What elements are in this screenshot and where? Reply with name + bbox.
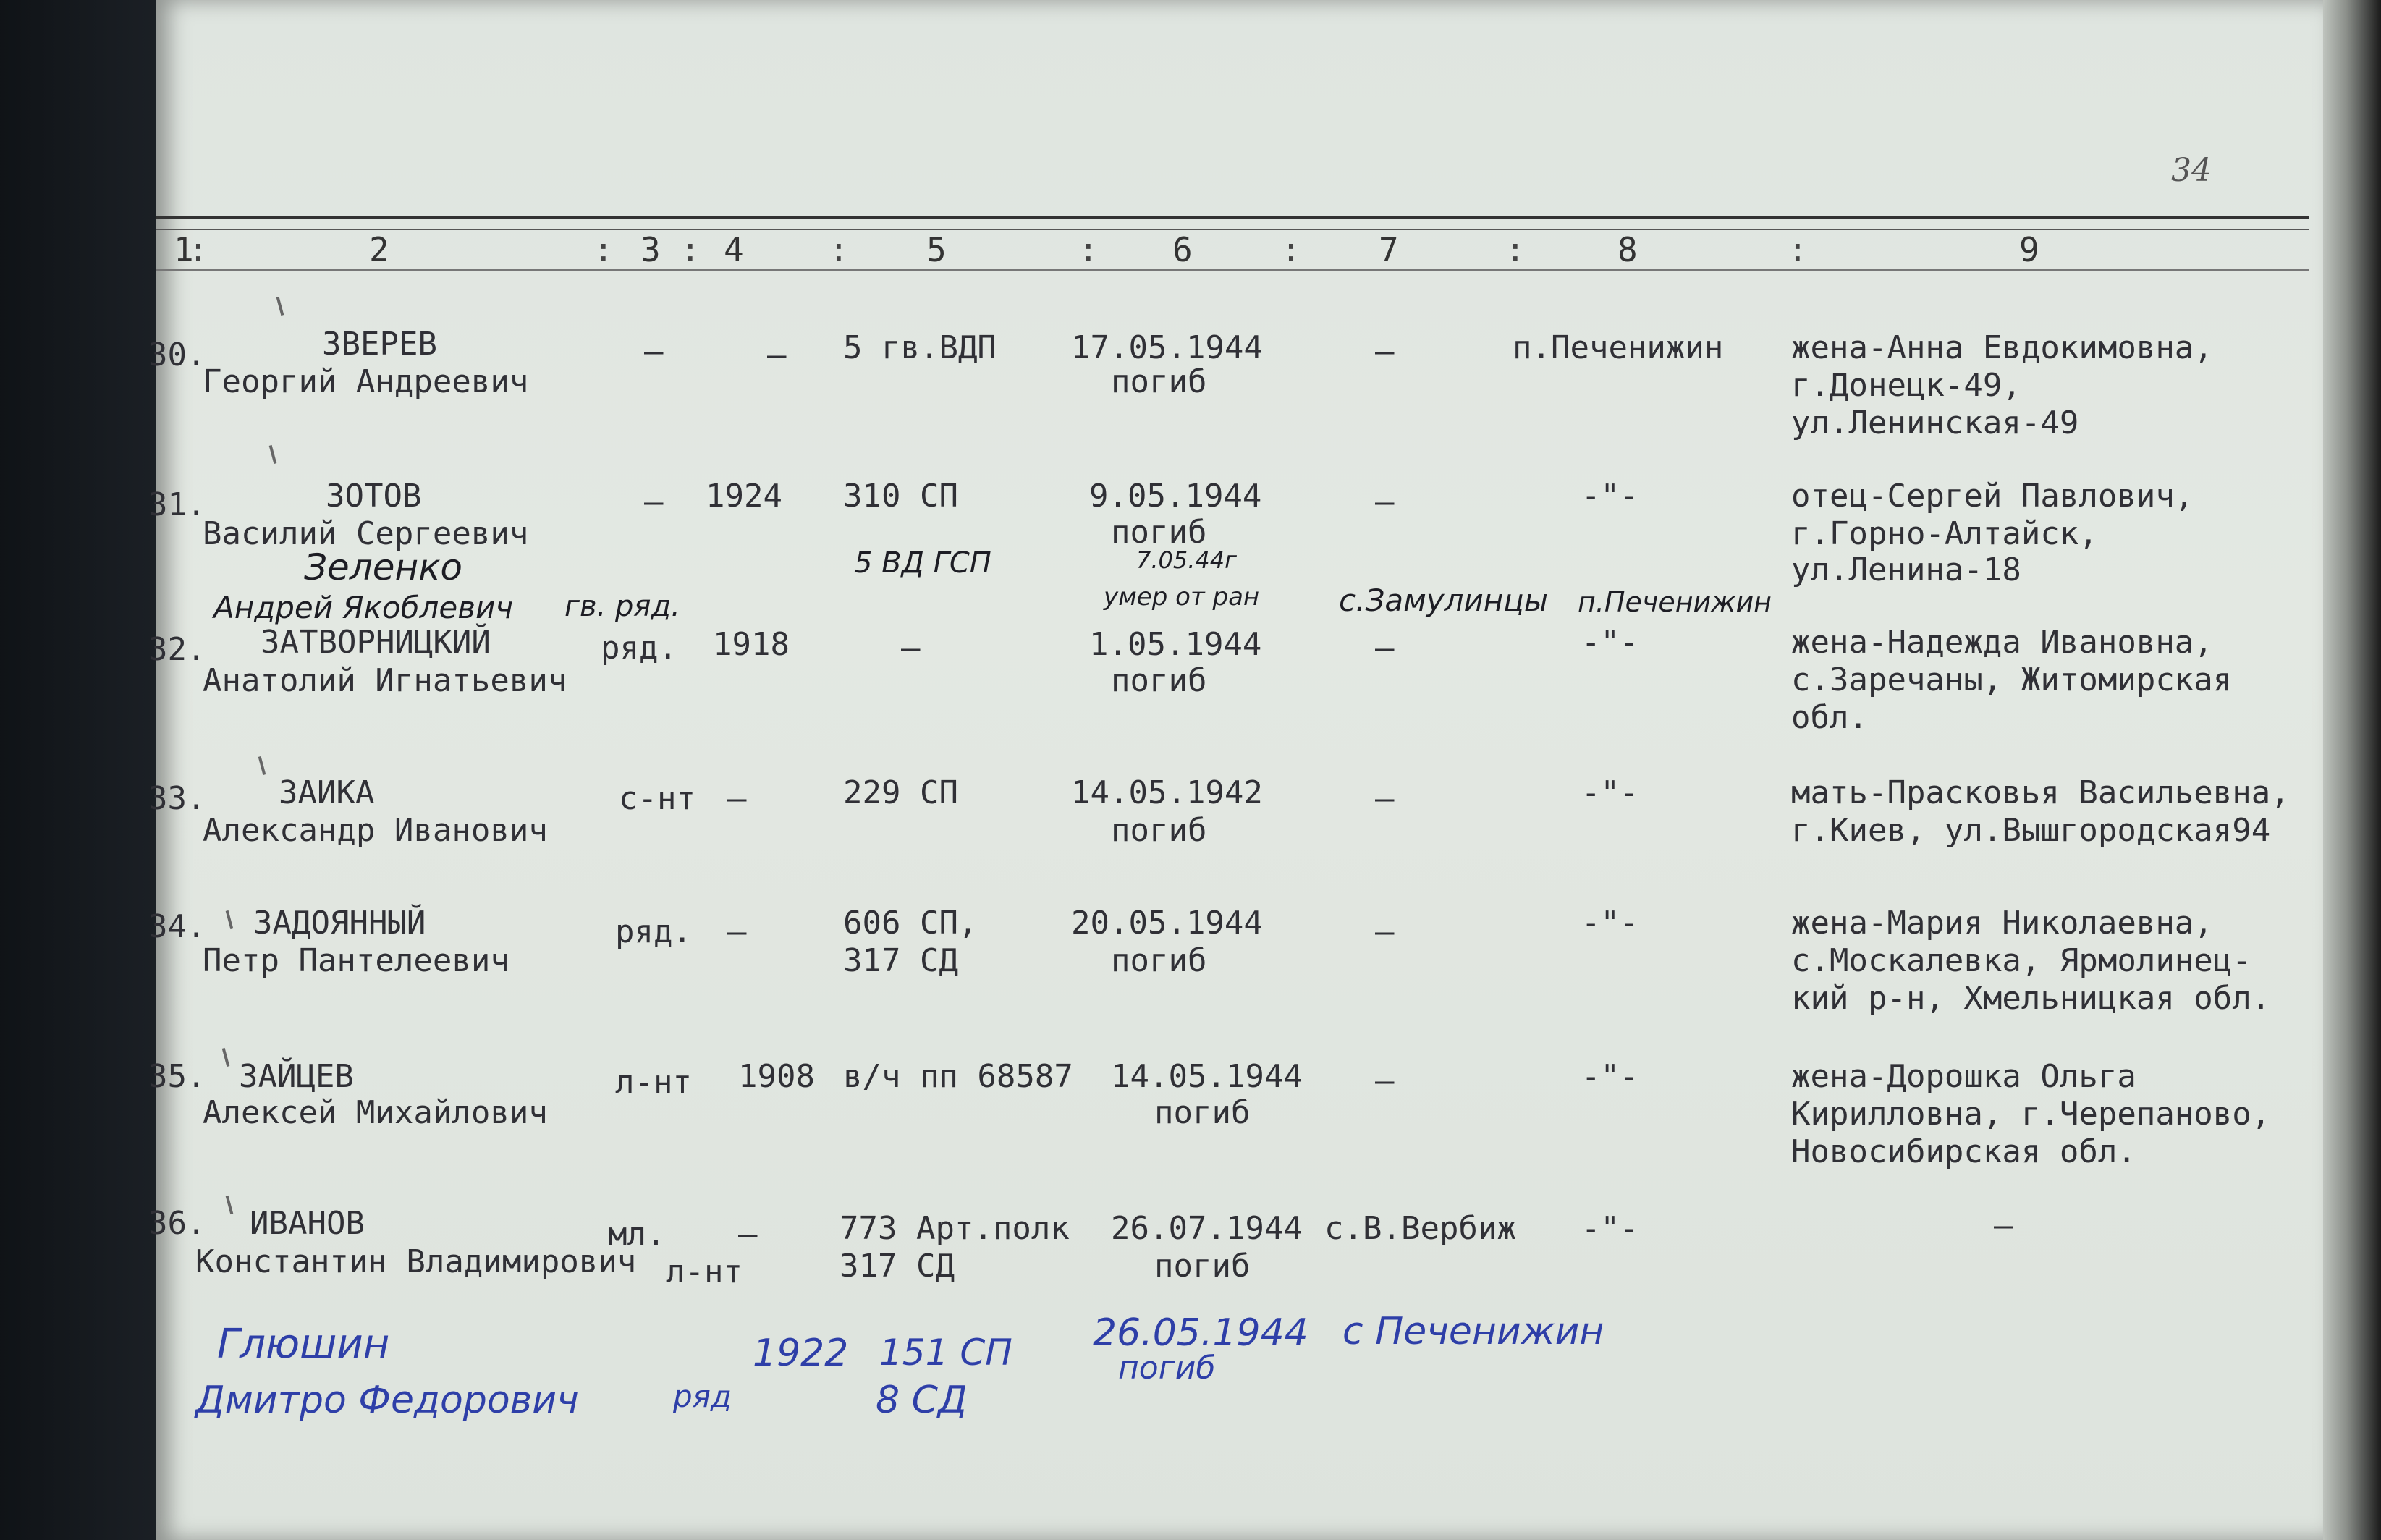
- col-num-3: 3: [640, 230, 661, 269]
- surname: ЗАИКА: [279, 774, 375, 811]
- folio-number: 34: [2171, 152, 2212, 189]
- relatives-line: жена-Дорошка Ольга: [1791, 1058, 2136, 1095]
- relatives-line: жена-Мария Николаевна,: [1791, 905, 2213, 942]
- date: 17.05.1944: [1071, 329, 1263, 366]
- hw-date: 26.05.1944: [1093, 1311, 1308, 1355]
- date: 14.05.1944: [1111, 1058, 1303, 1095]
- place-col7: –: [1375, 1062, 1395, 1099]
- relatives-line: жена-Анна Евдокимовна,: [1791, 329, 2213, 366]
- hw-given-names: Дмитро Федорович: [195, 1379, 579, 1422]
- relatives-line: Новосибирская обл.: [1791, 1133, 2136, 1170]
- hw-place-col8: п.Печенижин: [1578, 586, 1772, 618]
- hw-surname: Глюшин: [217, 1321, 390, 1368]
- row-number: 35.: [148, 1058, 206, 1095]
- relatives-line: с.Заречаны, Житомирская: [1791, 661, 2233, 698]
- row-number: 33.: [148, 780, 206, 817]
- rank: –: [644, 483, 664, 520]
- row-number: 34.: [148, 908, 206, 945]
- place-col7: –: [1375, 333, 1395, 370]
- hw-fate: погиб: [1118, 1350, 1216, 1387]
- birth-year: –: [727, 780, 747, 817]
- unit: 310 СП: [843, 478, 958, 515]
- col-num-7: 7: [1379, 230, 1399, 269]
- fate: погиб: [1111, 363, 1207, 400]
- row-number: 32.: [148, 631, 206, 668]
- hw-place: с Печенижин: [1342, 1310, 1604, 1353]
- col-num-4: 4: [724, 230, 744, 269]
- date: 14.05.1942: [1071, 774, 1263, 811]
- rank: с-нт: [619, 780, 695, 817]
- unit: 5 гв.ВДП: [843, 329, 997, 366]
- hw-fate: умер от ран: [1104, 583, 1260, 612]
- rank: ряд.: [615, 913, 692, 950]
- rank: л-нт: [615, 1064, 692, 1101]
- unit: 229 СП: [843, 774, 958, 811]
- col-num-2: 2: [369, 230, 389, 269]
- relatives-line: мать-Прасковья Васильевна,: [1791, 774, 2290, 811]
- birth-year: 1918: [713, 626, 790, 663]
- place-col8: -"-: [1581, 478, 1639, 515]
- birth-year: –: [738, 1216, 758, 1253]
- place-col8: п.Печенижин: [1513, 329, 1724, 366]
- fate: погиб: [1111, 662, 1207, 699]
- surname: ЗВЕРЕВ: [322, 326, 437, 363]
- hw-unit: 5 ВД ГСП: [854, 546, 991, 580]
- hw-birth-year: 1922: [753, 1332, 849, 1375]
- rank: мл.: [608, 1216, 666, 1253]
- fate: погиб: [1111, 514, 1207, 551]
- unit: в/ч пп 68587: [843, 1058, 1073, 1095]
- hw-date: 7.05.44г: [1136, 546, 1237, 574]
- date: 9.05.1944: [1089, 478, 1262, 515]
- given-names: Александр Иванович: [203, 812, 548, 849]
- header-rule-bottom: [156, 269, 2309, 271]
- surname: ЗАЙЦЕВ: [239, 1058, 354, 1095]
- relatives-line: отец-Сергей Павлович,: [1791, 478, 2194, 515]
- col-num-1: 1: [174, 230, 194, 269]
- place-col7: –: [1375, 913, 1395, 950]
- relatives-line: г.Донецк-49,: [1791, 367, 2021, 404]
- birth-year: –: [767, 337, 787, 373]
- hw-rank: ряд: [673, 1379, 732, 1414]
- col-num-5: 5: [926, 230, 947, 269]
- place-col7: с.В.Вербиж: [1324, 1210, 1516, 1247]
- fate: погиб: [1111, 812, 1207, 849]
- date: 1.05.1944: [1089, 626, 1262, 663]
- relatives-line: г.Горно-Алтайск,: [1791, 515, 2098, 552]
- hw-place-col7: с.Замулинцы: [1339, 583, 1548, 618]
- row-number: 31.: [148, 486, 206, 523]
- birth-year: 1908: [738, 1058, 815, 1095]
- col-num-8: 8: [1617, 230, 1638, 269]
- surname: ЗОТОВ: [326, 478, 422, 515]
- relatives-line: обл.: [1791, 699, 1868, 736]
- given-names: Василий Сергеевич: [203, 515, 529, 552]
- unit: 773 Арт.полк: [840, 1210, 1070, 1247]
- place-col7: –: [1375, 780, 1395, 817]
- place-col8: -"-: [1581, 905, 1639, 942]
- hw-surname: Зеленко: [304, 546, 463, 588]
- fate: погиб: [1154, 1094, 1251, 1131]
- unit: –: [901, 630, 921, 667]
- fate: погиб: [1111, 942, 1207, 979]
- document-page: [156, 0, 2323, 1540]
- relatives-line: жена-Надежда Ивановна,: [1791, 624, 2213, 661]
- hw-unit: 151 СП: [879, 1332, 1012, 1374]
- given-names: Алексей Михайлович: [203, 1094, 548, 1131]
- given-names: Георгий Андреевич: [203, 363, 529, 400]
- relatives-line: ул.Ленина-18: [1791, 551, 2021, 588]
- page-edge-right: [2323, 0, 2381, 1540]
- rank-line-2: л-нт: [666, 1253, 743, 1290]
- place-col8: -"-: [1581, 1210, 1639, 1247]
- date: 26.07.1944: [1111, 1210, 1303, 1247]
- place-col7: –: [1375, 630, 1395, 667]
- place-col8: -"-: [1581, 624, 1639, 661]
- relatives-line: –: [1994, 1207, 2013, 1244]
- relatives-line: кий р-н, Хмельницкая обл.: [1791, 980, 2271, 1017]
- hw-rank: гв. ряд.: [564, 590, 680, 623]
- hw-given-names: Андрей Якоблевич: [213, 590, 514, 625]
- unit-line-2: 317 СД: [840, 1248, 955, 1285]
- date: 20.05.1944: [1071, 905, 1263, 942]
- given-names: Константин Владимирович: [195, 1243, 637, 1280]
- col-num-9: 9: [2019, 230, 2039, 269]
- birth-year: 1924: [706, 478, 782, 515]
- surname: ЗАДОЯННЫЙ: [253, 905, 426, 942]
- hw-unit-line-2: 8 СД: [876, 1379, 968, 1422]
- relatives-line: ул.Ленинская-49: [1791, 405, 2079, 441]
- relatives-line: г.Киев, ул.Вышгородская94: [1791, 812, 2271, 849]
- given-names: Анатолий Игнатьевич: [203, 662, 567, 699]
- header-rule-top: [156, 216, 2309, 219]
- relatives-line: Кирилловна, г.Черепаново,: [1791, 1096, 2271, 1133]
- place-col8: -"-: [1581, 774, 1639, 811]
- unit: 606 СП,: [843, 905, 978, 942]
- header-rule-mid: [156, 229, 2309, 230]
- place-col7: –: [1375, 483, 1395, 520]
- birth-year: –: [727, 913, 747, 950]
- rank: ряд.: [601, 630, 677, 667]
- row-number: 36.: [148, 1205, 206, 1242]
- given-names: Петр Пантелеевич: [203, 942, 509, 979]
- col-num-6: 6: [1172, 230, 1193, 269]
- previous-page-edge: [0, 0, 156, 1540]
- fate: погиб: [1154, 1248, 1251, 1285]
- rank: –: [644, 333, 664, 370]
- row-number: 30.: [148, 337, 206, 373]
- place-col8: -"-: [1581, 1058, 1639, 1095]
- surname: ЗАТВОРНИЦКИЙ: [261, 624, 491, 661]
- surname: ИВАНОВ: [250, 1205, 365, 1242]
- unit-line-2: 317 СД: [843, 942, 958, 979]
- relatives-line: с.Москалевка, Ярмолинец-: [1791, 942, 2251, 979]
